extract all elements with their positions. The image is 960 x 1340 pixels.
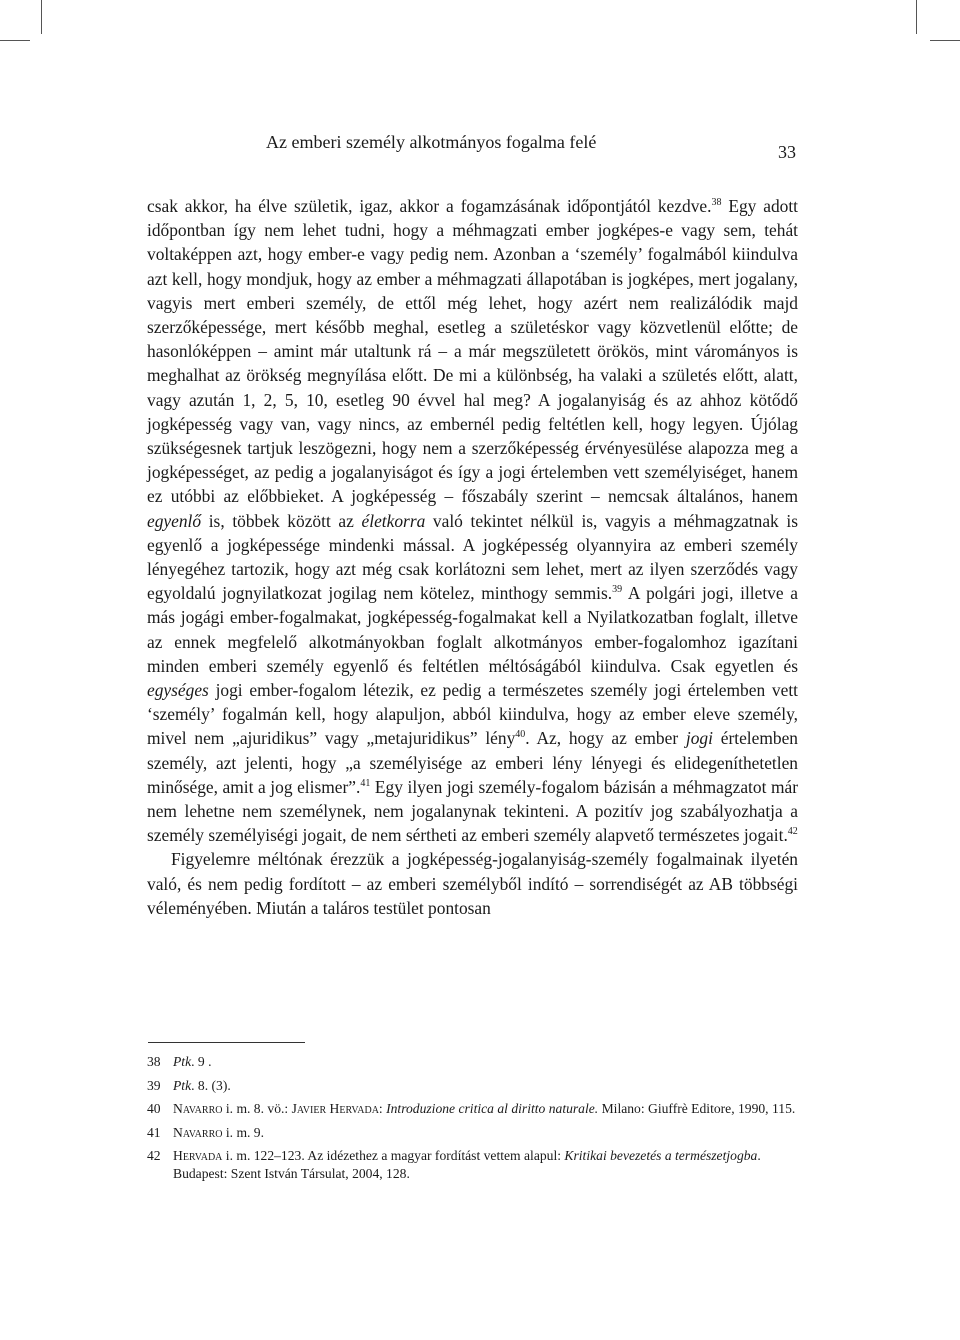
footnote-number: 39 bbox=[147, 1077, 161, 1093]
text-run: Egy ilyen jogi személy-fogalom bázisán a méhmagzatot már nem lehetne nem személynek, nem jogalanynak tekinteni. A pozitív jog szabályozhatja a személy személyiségi jogait, de nem sértheti az emberi személy alapvető természetes jogait. bbox=[147, 776, 798, 846]
emphasis: Kritikai bevezetés a természetjogba bbox=[564, 1148, 758, 1163]
footnote-ref-41[interactable]: 41 bbox=[360, 777, 371, 789]
text-run: Milano: Giuffrè Editore, 1990, 115. bbox=[598, 1101, 796, 1116]
text-run: értelemben személy, azt jelenti, hogy „a személyisége az emberi lény lényegi és elidegeníthetetlen minősége, amit a jog elismer”. bbox=[147, 728, 798, 797]
emphasis: Ptk bbox=[173, 1077, 192, 1093]
footnotes bbox=[147, 1047, 798, 1182]
emphasis: egységes bbox=[147, 680, 209, 701]
running-title: Az emberi személy alkotmányos fogalma felé bbox=[266, 132, 597, 152]
author-name: Hervada bbox=[173, 1148, 223, 1163]
author-name: Navarro bbox=[173, 1124, 223, 1140]
footnote-ref-38[interactable]: 38 bbox=[711, 197, 722, 208]
author-name: Javier Hervada bbox=[291, 1101, 379, 1116]
footnote-number: 42 bbox=[147, 1148, 161, 1163]
footnote-ref-42[interactable]: 42 bbox=[787, 826, 798, 838]
emphasis: életkorra bbox=[361, 510, 426, 531]
text-run: : bbox=[378, 1101, 387, 1116]
emphasis: jogi bbox=[685, 728, 713, 749]
footnote-ref-40[interactable]: 40 bbox=[515, 729, 526, 741]
footnote-41 bbox=[147, 1124, 798, 1142]
text-run: is, többek között az bbox=[201, 510, 362, 531]
page-number: 33 bbox=[778, 142, 796, 162]
text-run: i. m. 122–123. Az idézethez a magyar fordítást vettem alapul: bbox=[222, 1148, 565, 1163]
text-run: . 9 . bbox=[191, 1054, 212, 1069]
footnote-number: 40 bbox=[147, 1101, 161, 1116]
footnote-number: 38 bbox=[147, 1054, 161, 1069]
crop-mark bbox=[916, 0, 917, 34]
body-text bbox=[147, 194, 798, 920]
footnote-number: 41 bbox=[147, 1124, 161, 1140]
text-run: Egy adott időpontban így nem lehet tudni, hogy a méhmagzati ember jogképes-e vagy sem, tehát voltaképpen azt, hogy ember-e vagy pedig nem. Azonban a ‘személy’ fogalmából kiindulva azt kell, hogy mondjuk, hogy az ember a méhmagzati állapotában is jogképes, mert jogalany, vagyis mert emberi személy, de ettől még lehet, hogy azért nem realizálódik majd szerzőképessége, mert később meghal, esetleg a születéskor vagy közvetlenül előtte; de hasonlóképpen – amint már utaltunk rá – a már megszületett örökös, mint várományos is meghalhat az örökség megnyílása előtt. De mi a különbség, ha valaki a születés előtt, alatt, vagy azután 1, 2, 5, 10, esetleg 90 évvel hal meg? A jogalanyiság és az ahhoz kötődő jogképesség vagy van, vagy nincs, az embernél pedig feltétlen kell, hogy legyen. Újólag szükségesnek tartjuk leszögezni, hogy nem a szerzőképesség érvényesülése alapozza meg a jogképességet, az pedig a jogalanyiságot és így a jogi értelemben vett személyiséget, hanem ez utóbbi az előbbieket. A jogképesség – főszabály szerint – nemcsak általános, hanem bbox=[147, 196, 799, 507]
footnote-42 bbox=[147, 1147, 798, 1182]
text-run: . 8. (3). bbox=[191, 1077, 231, 1093]
text-run: A polgári jogi, illetve a más jogági ember-fogalmakat, jogképesség-fogalmakat kell a Nyilatkozatban foglalt, illetve az ennek megfelelő alkotmányokban foglalt alkotmányos ember-fogalomhoz igazítani minden emberi személy egyenlő és feltétlen méltóságából kiindulva. Csak egyetlen és bbox=[147, 583, 798, 676]
paragraph-2: Figyelemre méltónak érezzük a jogképesség-jogalanyiság-személy fogalmainak ilyetén való, és nem pedig fordított – az emberi személyből indító – sorrendiségét az AB többségi véleményében. Miután a taláros testület pontosan bbox=[147, 849, 798, 918]
footnote-39 bbox=[147, 1077, 798, 1095]
paragraph-1 bbox=[147, 194, 798, 847]
text-run: . Budapest: Szent István Társulat, 2004, 128. bbox=[173, 1148, 761, 1181]
footnote-ref-39[interactable]: 39 bbox=[612, 584, 623, 596]
crop-mark bbox=[930, 40, 960, 41]
text-run: i. m. 8. vö.: bbox=[222, 1101, 292, 1116]
emphasis: Ptk bbox=[173, 1054, 192, 1069]
emphasis: egyenlő bbox=[147, 510, 202, 531]
text-run: való tekintet nélkül is, vagyis a méhmagzatnak is egyenlő a jogképessége mindenki mással. A jogképesség olyannyira az emberi személy lényegéhez tartozik, hogy azt még csak korlátozni sem lehet, mert az ilyen szerződés vagy egyoldalú jognyilatkozat jogilag nem kötelez, minthogy semmis. bbox=[147, 510, 798, 604]
running-head bbox=[148, 132, 798, 162]
emphasis: Introduzione critica al diritto naturale. bbox=[386, 1101, 599, 1116]
crop-mark bbox=[0, 40, 30, 41]
text-run: . Az, hogy az ember bbox=[525, 728, 686, 749]
text-run: csak akkor, ha élve születik, igaz, akkor a fogamzásának időpontjától kezdve. bbox=[147, 196, 712, 216]
crop-mark bbox=[41, 0, 42, 34]
footnote-40 bbox=[147, 1100, 798, 1118]
author-name: Navarro bbox=[173, 1101, 223, 1116]
text-run: jogi ember-fogalom létezik, ez pedig a természetes személy jogi értelemben vett ‘személy’ fogalmán kell, hogy alapuljon, abból kiindulva, hogy az ember eleve személy, mivel nem „ajuridikus” vagy „metajuridikus” lény bbox=[147, 680, 798, 749]
footnote-38 bbox=[147, 1053, 798, 1071]
text-run: i. m. 9. bbox=[222, 1124, 265, 1140]
footnote-divider bbox=[148, 1042, 305, 1043]
